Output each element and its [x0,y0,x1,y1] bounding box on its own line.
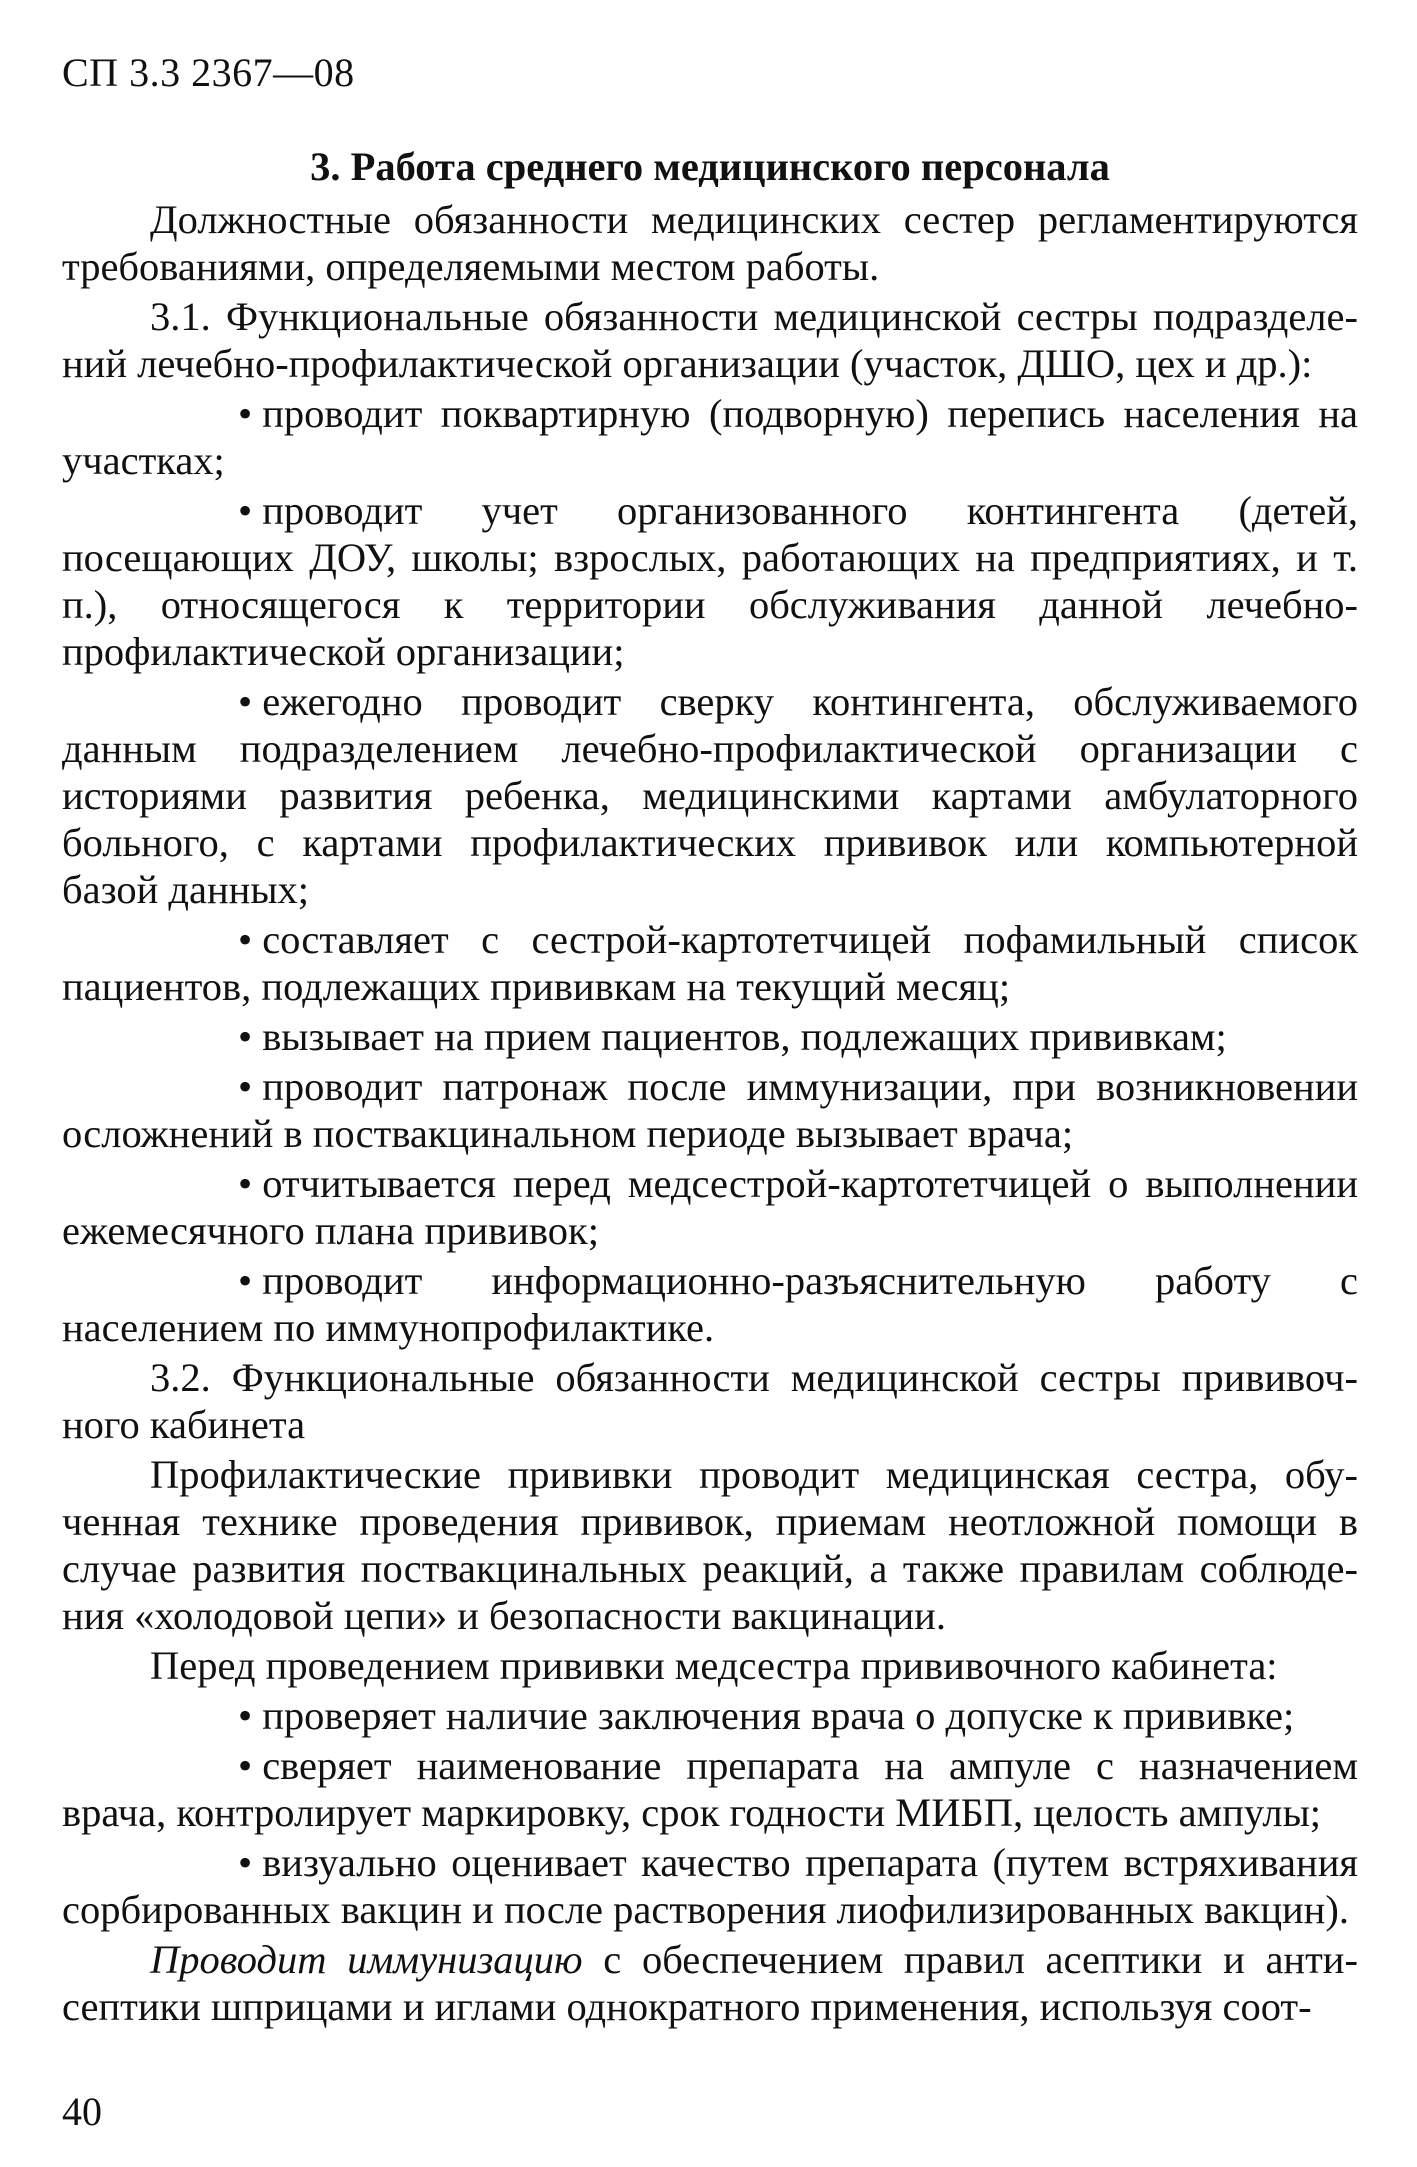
list-item-text: визуально оценивает качество препарата (путем встряхивания сорбированных вакцин и после растворения лиофилизированных вакцин). [62,1840,1358,1932]
bullet-icon: • [238,488,253,533]
before-vaccination-intro: Перед проведением прививки медсестра прививочного кабинета: [150,1643,1278,1688]
list-item [62,1257,1358,1351]
list-item [62,1063,1358,1157]
bullet-icon: • [238,1064,253,1109]
bullet-icon: • [238,1161,253,1206]
list-item-text: проводит патронаж после иммунизации, при возникновении осложнений в поствакцинальном периоде вызывает врача; [62,1064,1358,1156]
page-content [62,142,1358,2033]
section-intro: Должностные обязанности медицинских сестер регламентируются требованиями, определяемыми местом работы. [62,197,1358,289]
bullet-icon: • [238,917,253,962]
list-item-text: проводит поквартирную (подворную) перепись населения на участках; [62,391,1358,483]
final-italic-text: Проводит иммунизацию [150,1937,583,1982]
document-code: СП 3.3 2367—08 [62,50,355,95]
page-number: 40 [62,2089,102,2134]
list-item-text: проводит информационно-разъяснительную работу с населением по иммунопрофилактике. [62,1258,1358,1350]
list-item-text: отчитывается перед медсестрой-картотетчицей о выполнении ежемесячного плана прививок; [62,1161,1358,1253]
list-item [62,916,1358,1010]
list-item [62,487,1358,675]
list-item [62,1839,1358,1933]
list-item [62,390,1358,484]
bullet-icon: • [238,1014,253,1059]
subsection-2-heading: 3.2. Функциональные обязанности медицинской сестры прививочного кабинета [62,1355,1358,1447]
list-item [62,678,1358,913]
list-item [62,1742,1358,1836]
bullet-icon: • [238,1743,253,1788]
list-item-text: проверяет наличие заключения врача о допуске к прививке; [262,1693,1295,1738]
list-item [62,1692,1358,1739]
bullet-icon: • [238,1840,253,1885]
list-item-text: вызывает на прием пациентов, подлежащих прививкам; [262,1014,1227,1059]
list-item [62,1160,1358,1254]
list-item-text: проводит учет организованного контингента (детей, посещающих ДОУ, школы; взрослых, работающих на предприятиях, и т. п.), относящегося к территории обслуживания данной лечебно-профилактической организации; [62,488,1358,674]
bullet-icon: • [238,391,253,436]
bullet-icon: • [238,1258,253,1303]
list-item-text: ежегодно проводит сверку контингента, обслуживаемого данным подразделением лечебно-профилактической организации с историями развития ребенка, медицинскими картами амбулаторного больного, с картами профилактических прививок или компьютерной базой данных; [62,679,1358,912]
list-item-text: сверяет наименование препарата на ампуле с назначением врача, контролирует маркировку, срок годности МИБП, целость ампулы; [62,1743,1358,1835]
subsection-2-paragraph: Профилактические прививки проводит медицинская сестра, обученная технике проведения прививок, приемам неотложной помощи в случае развития поствакцинальных реакций, а также правилам соблюдения «холодовой цепи» и безопасности вакцинации. [62,1452,1358,1638]
section-title: 3. Работа среднего медицинского персонала [310,144,1110,189]
subsection-1-heading: 3.1. Функциональные обязанности медицинской сестры подразделений лечебно-профилактической организации (участок, ДШО, цех и др.): [62,294,1358,386]
bullet-icon: • [238,1693,253,1738]
list-item [62,1013,1358,1060]
bullet-icon: • [238,679,253,724]
list-item-text: составляет с сестрой-картотетчицей пофамильный список пациентов, подлежащих прививкам на текущий месяц; [62,917,1358,1009]
final-paragraph [62,1936,1358,2030]
final-paragraph-text: с обеспечением правил асептики и антисептики шприцами и иглами однократного применения, используя соот- [62,1937,1358,2029]
